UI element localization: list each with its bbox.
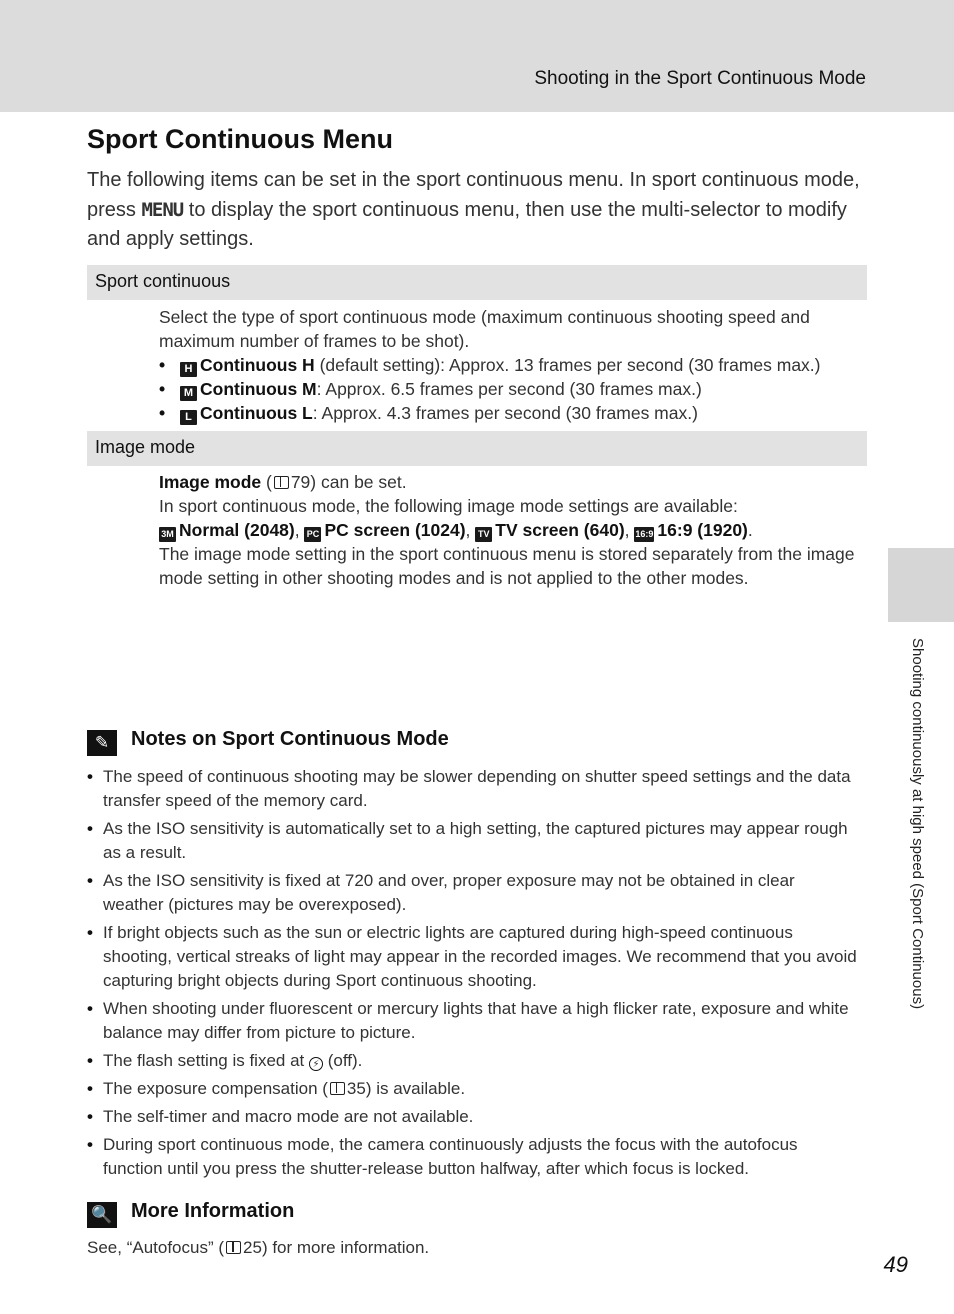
sport-continuous-body [159,305,864,425]
more-info-text: See, “Autofocus” ( 25) for more information. [87,1238,430,1257]
list-item: • The exposure compensation ( 35) is available. [87,1077,857,1101]
sport-continuous-description: Select the type of sport continuous mode (maximum continuous shooting speed and maximum number of frames to be shot). [159,307,810,351]
sport-continuous-heading-bar [87,265,867,300]
pencil-icon: ✎ [87,730,117,756]
sport-continuous-heading: Sport continuous [95,271,231,291]
image-mode-line3: The image mode setting in the sport continuous menu is stored separately from the image mode setting in other shooting modes and is not applied to the other modes. [159,544,855,588]
list-item: • The flash setting is fixed at ⚡ (off). [87,1049,857,1073]
page-title: Sport Continuous Menu [87,124,393,154]
list-item: • M Continuous M: Approx. 6.5 frames per second (30 frames max.) [159,377,864,401]
list-item: • The speed of continuous shooting may be slower depending on shutter speed settings and the data transfer speed of the memory card. [87,765,857,813]
normal-2048-icon: 3M [159,527,176,542]
page-number: 49 [883,1252,908,1277]
continuous-l-icon: L [180,410,197,425]
book-icon [330,1082,345,1095]
list-item: • During sport continuous mode, the camera continuously adjusts the focus with the autofocus function until you press the shutter-release button halfway, after which focus is locked. [87,1133,857,1181]
list-item: • If bright objects such as the sun or electric lights are captured during high-speed continuous shooting, vertical streaks of light may appear in the recorded images. We recommend that you avoid capturing bright objects during Sport continuous shooting. [87,921,857,993]
list-item: • When shooting under fluorescent or mercury lights that have a high flicker rate, exposure and white balance may differ from picture to picture. [87,997,857,1045]
image-mode-body [159,470,864,590]
list-item: • L Continuous L: Approx. 4.3 frames per second (30 frames max.) [159,401,864,425]
intro-paragraph: The following items can be set in the sport continuous menu. In sport continuous mode, press MENU to display the sport continuous menu, then use the multi-selector to modify and apply settings. [87,169,860,250]
notes-list [87,765,857,1185]
continuous-options-list [159,353,864,425]
image-mode-heading: Image mode [95,437,196,457]
image-mode-line1: Image mode ( 79) can be set. [159,472,407,492]
side-tab [888,548,954,622]
continuous-h-icon: H [180,362,197,377]
magnifier-icon: 🔍 [87,1202,117,1228]
flash-off-icon: ⚡ [309,1057,323,1071]
list-item: • The self-timer and macro mode are not available. [87,1105,857,1129]
list-item: • H Continuous H (default setting): Approx. 13 frames per second (30 frames max.) [159,353,864,377]
pc-screen-icon: PC [304,527,321,542]
book-icon [274,476,289,489]
tv-screen-icon: TV [475,527,492,542]
widescreen-icon: 16:9 [634,527,654,542]
more-info-heading: 🔍 More Information [87,1200,294,1228]
book-icon [226,1241,241,1254]
notes-heading: ✎ Notes on Sport Continuous Mode [87,728,449,756]
header-title: Shooting in the Sport Continuous Mode [534,68,866,89]
list-item: • As the ISO sensitivity is automatically set to a high setting, the captured pictures may appear rough as a result. [87,817,857,865]
image-mode-heading-bar [87,431,867,466]
image-mode-line2: In sport continuous mode, the following image mode settings are available: [159,496,738,516]
list-item: • As the ISO sensitivity is fixed at 720 and over, proper exposure may not be obtained in clear weather (pictures may be overexposed). [87,869,857,917]
image-mode-settings: 3M Normal (2048), PC PC screen (1024), TV TV screen (640), 16:9 16:9 (1920). [159,518,864,542]
continuous-m-icon: M [180,386,197,401]
header-band [0,0,954,112]
menu-button-icon: MENU [141,198,184,221]
side-tab-text: Shooting continuously at high speed (Sport Continuous) [909,638,926,1010]
